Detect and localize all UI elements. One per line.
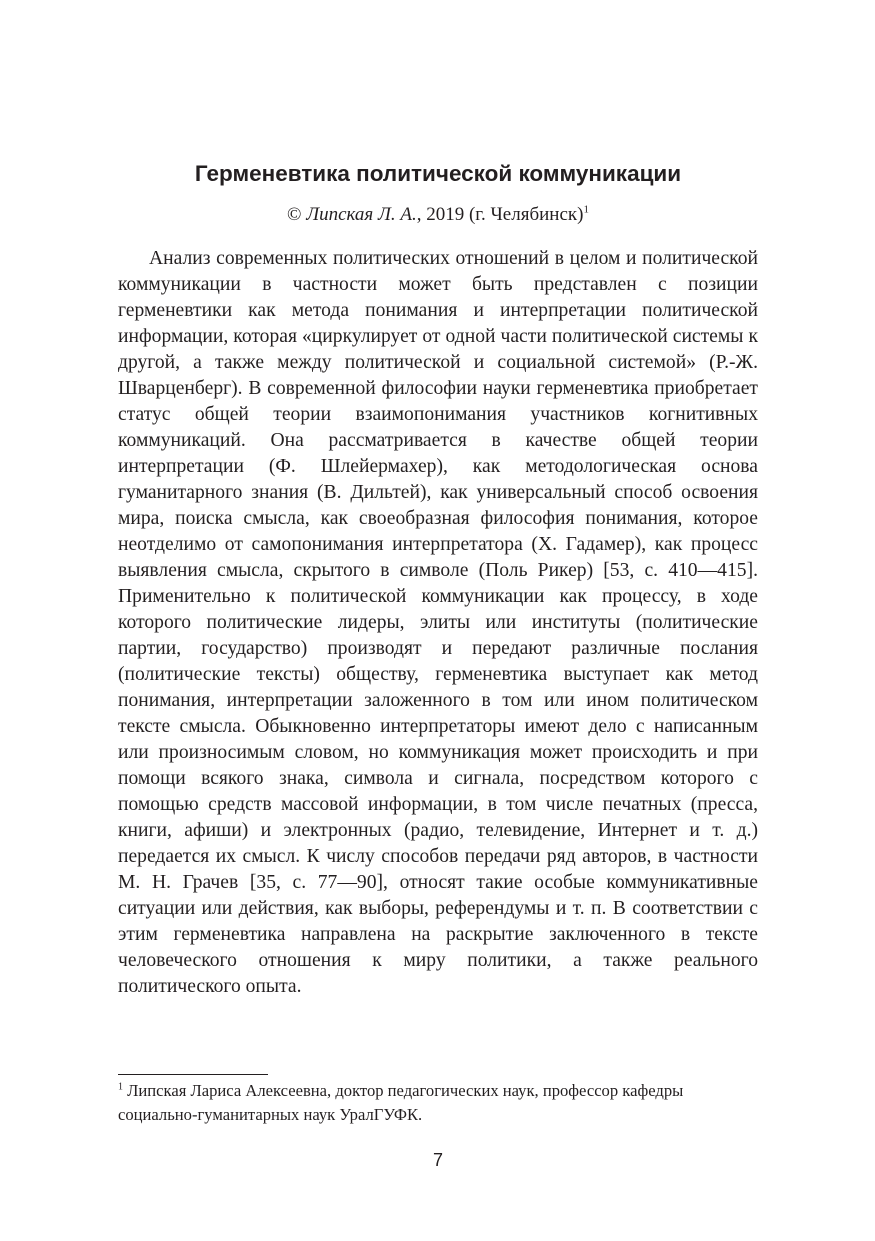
footnote (118, 1079, 758, 1127)
footnote-reference: 1 (583, 203, 589, 216)
copyright-sign: © (287, 204, 307, 225)
footnote-text: Липская Лариса Алексеевна, доктор педагогических наук, профессор кафедры социально-гуманитарных наук УралГУФК. (118, 1081, 684, 1124)
byline-year-city: , 2019 (г. Челябинск) (416, 204, 584, 225)
article-byline (118, 203, 758, 227)
footnote-separator (118, 1074, 268, 1075)
book-page (118, 0, 758, 1241)
article-body: Анализ современных политических отношений в целом и политической коммуникации в частности может быть представлен с позиции герменевтики как метода понимания и интерпретации политической информации, которая «циркулирует от одной части политической системы к другой, а также между политической и социальной системой» (Р.-Ж. Шварценберг). В современной философии науки герменевтика приобретает статус общей теории взаимопонимания участников когнитивных коммуникаций. Она рассматривается в качестве общей теории интерпретации (Ф. Шлейермахер), как методологическая основа гуманитарного знания (В. Дильтей), как универсальный способ освоения мира, поиска смысла, как своеобразная философия понимания, которое неотделимо от самопонимания интерпретатора (Х. Гадамер), как процесс выявления смысла, скрытого в символе (Поль Рикер) [53, с. 410—415]. Применительно к политической коммуникации как процессу, в ходе которого политические лидеры, элиты или институты (политические партии, государство) производят и передают различные послания (политические тексты) обществу, герменевтика выступает как метод понимания, интерпретации заложенного в том или ином политическом тексте смысла. Обыкновенно интерпретаторы имеют дело с написанным или произносимым словом, но коммуникация может происходить и при помощи всякого знака, символа и сигнала, посредством которого с помощью средств массовой информации, в том числе печатных (пресса, книги, афиши) и электронных (радио, телевидение, Интернет и т. д.) передается их смысл. К числу способов передачи ряд авторов, в частности М. Н. Грачев [35, с. 77—90], относят такие особые коммуникативные ситуации или действия, как выборы, референдумы и т. п. В соответствии с этим герменевтика направлена на раскрытие заключенного в тексте человеческого отношения к миру политики, а также реального политического опыта. (118, 248, 758, 997)
article-title: Герменевтика политической коммуникации (194, 161, 682, 186)
footnote-mark: 1 (118, 1081, 123, 1093)
author-name: Липская Л. А. (306, 204, 417, 225)
page-number: 7 (432, 1150, 443, 1170)
